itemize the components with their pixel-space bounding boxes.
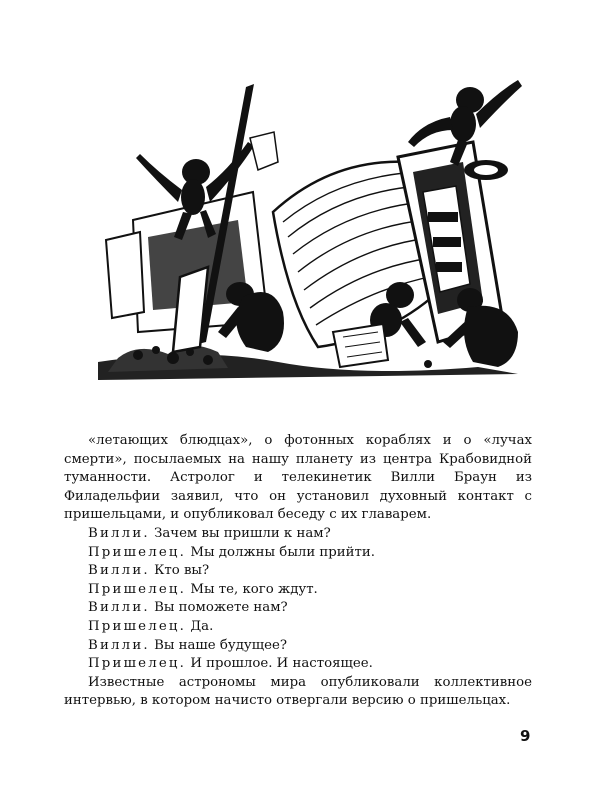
dialogue-line <box>64 618 532 637</box>
flying-saucer-wreck-illustration <box>78 62 538 392</box>
dialogue-line <box>64 637 532 656</box>
dialogue-text: Мы должны были прийти. <box>190 544 375 560</box>
speaker-name: Пришелец. <box>88 581 187 597</box>
intro-paragraph: «летающих блюдцах», о фотонных кораблях и о «лучах смерти», посылаемых на нашу планету из центра Крабовидной туманности. Астролог и телекинетик Вилли Браун из Филадельфии заявил, что он установил духовный контакт с пришельцами, и опубликовал беседу с их главарем. <box>64 433 532 523</box>
closing-paragraph: Известные астрономы мира опубликовали коллективное интервью, в котором начисто отвергали версию о пришельцах. <box>64 674 532 709</box>
dialogue-text: Да. <box>190 618 214 634</box>
dialogue-line <box>64 525 532 544</box>
dialogue-text: Зачем вы пришли к нам? <box>154 525 331 541</box>
speaker-name: Пришелец. <box>88 544 187 560</box>
dialogue-line <box>64 544 532 563</box>
speaker-name: Пришелец. <box>88 618 187 634</box>
speaker-name: Пришелец. <box>88 656 187 672</box>
speaker-name: Вилли. <box>88 525 150 541</box>
dialogue-line <box>64 562 532 581</box>
dialogue-text: Вы наше будущее? <box>154 637 287 653</box>
dialogue-text: Кто вы? <box>154 563 210 579</box>
dialogue-line <box>64 581 532 600</box>
dialogue-line <box>64 599 532 618</box>
speaker-name: Вилли. <box>88 600 150 616</box>
dialogue-text: Вы поможете нам? <box>154 600 288 616</box>
dialogue-line <box>64 655 532 674</box>
dialogue-text: И прошлое. И настоящее. <box>190 656 373 672</box>
speaker-name: Вилли. <box>88 637 150 653</box>
speaker-name: Вилли. <box>88 563 150 579</box>
body-text <box>64 432 532 711</box>
dialogue-text: Мы те, кого ждут. <box>190 581 318 597</box>
page-number: 9 <box>520 727 531 745</box>
